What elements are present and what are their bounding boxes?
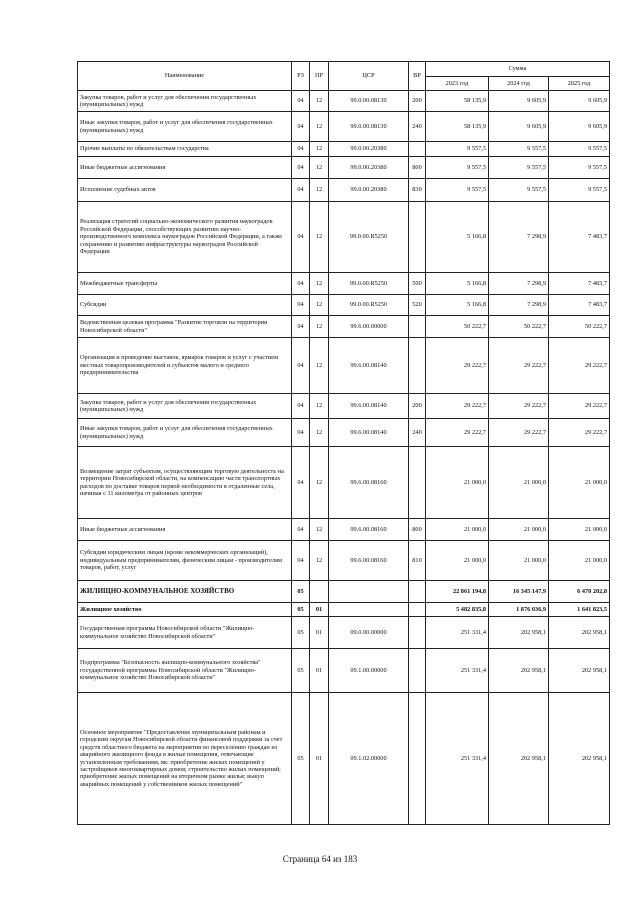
row-2023: 29 222,7	[426, 338, 489, 394]
table-row	[78, 316, 610, 338]
row-rz: 04	[292, 142, 310, 157]
row-name: Закупка товаров, работ и услуг для обеспечения государственных (муниципальных) нужд	[78, 394, 292, 419]
row-csr: 99.6.00.08160	[329, 447, 409, 519]
row-pr: 01	[310, 649, 329, 693]
row-2023: 5 166,8	[426, 295, 489, 316]
table-row	[78, 295, 610, 316]
col-header-csr: ЦСР	[329, 62, 409, 91]
row-2023: 9 557,5	[426, 157, 489, 179]
col-header-sum: Сумма	[426, 62, 610, 77]
row-2024: 9 605,9	[489, 91, 549, 112]
row-pr: 12	[310, 419, 329, 447]
row-name: Иные закупки товаров, работ и услуг для обеспечения государственных (муниципальных) нужд	[78, 419, 292, 447]
col-header-2023: 2023 год	[426, 77, 489, 91]
row-rz: 05	[292, 617, 310, 649]
row-2023: 5 166,8	[426, 273, 489, 295]
row-csr	[329, 581, 409, 603]
row-rz: 05	[292, 581, 310, 603]
row-2025: 29 222,7	[549, 338, 610, 394]
row-2025: 6 470 202,8	[549, 581, 610, 603]
row-csr: 99.6.00.08140	[329, 338, 409, 394]
row-2023: 22 861 194,8	[426, 581, 489, 603]
row-rz: 04	[292, 202, 310, 273]
col-header-2024: 2024 год	[489, 77, 549, 91]
row-2025: 202 958,1	[549, 617, 610, 649]
row-2024: 202 958,1	[489, 649, 549, 693]
row-rz: 04	[292, 541, 310, 581]
row-name: Организация и проведение выставок, ярмарок товаров и услуг с участием местных товаропроизводителей и субъектов малого и среднего предпринимательства	[78, 338, 292, 394]
table-row	[78, 142, 610, 157]
row-2023: 251 331,4	[426, 649, 489, 693]
row-2025: 9 557,5	[549, 157, 610, 179]
row-csr: 99.6.00.08140	[329, 394, 409, 419]
row-name: Возмещение затрат субъектам, осуществляющим торговую деятельность на территории Новосибирской области, на компенсацию части транспортных расходов по доставке товаров первой необходимости в отдаленные села, начиная с 11 километра от районных центров	[78, 447, 292, 519]
row-csr: 99.0.00.08130	[329, 112, 409, 142]
row-2024: 7 298,9	[489, 202, 549, 273]
col-header-name: Наименование	[78, 62, 292, 91]
row-pr: 01	[310, 693, 329, 825]
row-vr: 520	[409, 295, 426, 316]
row-2023: 29 222,7	[426, 419, 489, 447]
row-rz: 04	[292, 179, 310, 202]
row-vr: 200	[409, 91, 426, 112]
row-csr: 09.1.02.00000	[329, 693, 409, 825]
row-2023: 58 135,9	[426, 112, 489, 142]
row-2023: 50 222,7	[426, 316, 489, 338]
row-2024: 29 222,7	[489, 338, 549, 394]
row-csr: 99.6.00.08140	[329, 419, 409, 447]
row-vr	[409, 316, 426, 338]
row-pr: 12	[310, 112, 329, 142]
row-2023: 21 000,0	[426, 519, 489, 541]
row-pr: 01	[310, 603, 329, 617]
section-row	[78, 581, 610, 603]
row-csr: 99.0.00.08130	[329, 91, 409, 112]
row-2024: 9 557,5	[489, 179, 549, 202]
row-2024: 7 298,9	[489, 295, 549, 316]
table-row	[78, 112, 610, 142]
subsection-row	[78, 603, 610, 617]
row-2025: 7 483,7	[549, 273, 610, 295]
row-2025: 29 222,7	[549, 419, 610, 447]
row-2025: 9 557,5	[549, 142, 610, 157]
row-name: Закупка товаров, работ и услуг для обеспечения государственных (муниципальных) нужд	[78, 91, 292, 112]
row-2025: 1 641 823,5	[549, 603, 610, 617]
col-header-rz: РЗ	[292, 62, 310, 91]
row-pr: 12	[310, 142, 329, 157]
row-vr: 830	[409, 179, 426, 202]
row-name: ЖИЛИЩНО-КОММУНАЛЬНОЕ ХОЗЯЙСТВО	[78, 581, 292, 603]
row-2024: 9 557,5	[489, 142, 549, 157]
row-pr: 12	[310, 394, 329, 419]
row-name: Субсидии юридическим лицам (кроме некоммерческих организаций), индивидуальным предпринимателям, физическим лицам - производителям товаров, работ, услуг	[78, 541, 292, 581]
row-rz: 04	[292, 519, 310, 541]
row-name: Иные бюджетные ассигнования	[78, 157, 292, 179]
row-2025: 9 605,9	[549, 91, 610, 112]
row-2024: 21 000,0	[489, 519, 549, 541]
row-vr	[409, 447, 426, 519]
col-header-2025: 2025 год	[549, 77, 610, 91]
row-2023: 29 222,7	[426, 394, 489, 419]
row-rz: 05	[292, 649, 310, 693]
row-vr	[409, 338, 426, 394]
row-2024: 50 222,7	[489, 316, 549, 338]
row-2024: 29 222,7	[489, 394, 549, 419]
table-row	[78, 693, 610, 825]
row-vr: 500	[409, 273, 426, 295]
table-row	[78, 202, 610, 273]
row-2023: 21 000,0	[426, 541, 489, 581]
row-pr: 12	[310, 295, 329, 316]
row-csr: 99.0.00.R5250	[329, 295, 409, 316]
row-2023: 9 557,5	[426, 142, 489, 157]
row-name: Иные закупки товаров, работ и услуг для обеспечения государственных (муниципальных) нужд	[78, 112, 292, 142]
page-number: Страница 64 из 183	[282, 854, 358, 864]
row-vr	[409, 581, 426, 603]
row-2025: 9 557,5	[549, 179, 610, 202]
row-csr: 09.0.00.00000	[329, 617, 409, 649]
row-2024: 21 000,0	[489, 447, 549, 519]
row-pr: 12	[310, 202, 329, 273]
row-vr: 200	[409, 394, 426, 419]
row-name: Основное мероприятие "Предоставление муниципальным районам и городским округам Новосибирской области финансовой поддержки за счет средств областного бюджета на мероприятия по переселению граждан из аварийного жилищного фонда в жилые помещения, отвечающие установленным требованиям, вк: приобретение жилых помещений у застройщиков многоквартирных домов; строительство жилых помещений; приобретение жилых помещений на вторичном рынке жилья; выкуп аварийных помещений у собственников жилых помещений"	[78, 693, 292, 825]
row-vr: 810	[409, 541, 426, 581]
table-row	[78, 419, 610, 447]
row-vr	[409, 649, 426, 693]
col-header-pr: ПР	[310, 62, 329, 91]
row-2024: 9 605,9	[489, 112, 549, 142]
row-rz: 05	[292, 693, 310, 825]
row-vr	[409, 603, 426, 617]
row-pr: 12	[310, 157, 329, 179]
table-row	[78, 338, 610, 394]
row-2023: 5 166,8	[426, 202, 489, 273]
row-2024: 202 958,1	[489, 617, 549, 649]
row-2025: 202 958,1	[549, 693, 610, 825]
row-name: Ведомственная целевая программа "Развитие торговли на территории Новосибирской области"	[78, 316, 292, 338]
row-rz: 04	[292, 273, 310, 295]
row-rz: 04	[292, 295, 310, 316]
row-pr	[310, 581, 329, 603]
table-row	[78, 91, 610, 112]
row-2024: 29 222,7	[489, 419, 549, 447]
row-pr: 12	[310, 541, 329, 581]
row-pr: 01	[310, 617, 329, 649]
table-row	[78, 273, 610, 295]
row-csr: 99.6.00.08160	[329, 541, 409, 581]
row-csr	[329, 603, 409, 617]
row-2025: 21 000,0	[549, 541, 610, 581]
row-2025: 7 483,7	[549, 295, 610, 316]
table-row	[78, 541, 610, 581]
row-csr: 99.0.00.20380	[329, 157, 409, 179]
budget-table-container	[77, 61, 609, 825]
row-pr: 12	[310, 91, 329, 112]
row-2024: 1 876 036,9	[489, 603, 549, 617]
row-2023: 21 000,0	[426, 447, 489, 519]
row-csr: 99.0.00.R5250	[329, 202, 409, 273]
row-name: Иные бюджетные ассигнования	[78, 519, 292, 541]
row-2023: 5 482 835,8	[426, 603, 489, 617]
row-pr: 12	[310, 179, 329, 202]
row-pr: 12	[310, 519, 329, 541]
row-rz: 04	[292, 394, 310, 419]
row-rz: 04	[292, 447, 310, 519]
row-2023: 9 557,5	[426, 179, 489, 202]
row-2023: 251 331,4	[426, 617, 489, 649]
row-2024: 7 298,9	[489, 273, 549, 295]
budget-table	[77, 61, 610, 825]
row-2024: 9 557,5	[489, 157, 549, 179]
row-name: Субсидии	[78, 295, 292, 316]
row-name: Подпрограмма "Безопасность жилищно-коммунального хозяйства" государственной программы Новосибирской области "Жилищно-коммунальное хозяйство Новосибирской области"	[78, 649, 292, 693]
row-rz: 04	[292, 419, 310, 447]
row-name: Государственная программа Новосибирской области "Жилищно-коммунальное хозяйство Новосибирской области"	[78, 617, 292, 649]
row-pr: 12	[310, 273, 329, 295]
table-row	[78, 617, 610, 649]
row-2025: 21 000,0	[549, 519, 610, 541]
row-csr: 99.0.00.20380	[329, 142, 409, 157]
row-name: Межбюджетные трансферты	[78, 273, 292, 295]
table-row	[78, 157, 610, 179]
row-pr: 12	[310, 316, 329, 338]
row-vr: 240	[409, 112, 426, 142]
row-2024: 21 000,0	[489, 541, 549, 581]
row-name: Реализация стратегий социально-экономического развития наукоградов Российской Федерации, способствующих развитию научно-производственного комплекса наукоградов Российской Федерации, а также сохранению и развитию инфраструктуры наукоградов Российской Федерации	[78, 202, 292, 273]
row-vr	[409, 202, 426, 273]
row-2025: 7 483,7	[549, 202, 610, 273]
row-csr: 99.0.00.R5250	[329, 273, 409, 295]
row-2025: 29 222,7	[549, 394, 610, 419]
row-rz: 04	[292, 316, 310, 338]
row-vr	[409, 617, 426, 649]
row-name: Исполнение судебных актов	[78, 179, 292, 202]
row-2025: 9 605,9	[549, 112, 610, 142]
row-csr: 09.1.00.00000	[329, 649, 409, 693]
row-csr: 99.6.00.08160	[329, 519, 409, 541]
row-rz: 04	[292, 91, 310, 112]
row-rz: 04	[292, 338, 310, 394]
row-name: Жилищное хозяйство	[78, 603, 292, 617]
table-row	[78, 179, 610, 202]
row-2023: 58 135,9	[426, 91, 489, 112]
row-2024: 202 958,1	[489, 693, 549, 825]
row-2025: 202 958,1	[549, 649, 610, 693]
row-2025: 50 222,7	[549, 316, 610, 338]
row-rz: 04	[292, 112, 310, 142]
table-row	[78, 649, 610, 693]
row-vr	[409, 142, 426, 157]
row-rz: 04	[292, 157, 310, 179]
table-row	[78, 394, 610, 419]
table-row	[78, 519, 610, 541]
row-csr: 99.0.00.20380	[329, 179, 409, 202]
row-pr: 12	[310, 338, 329, 394]
row-rz: 05	[292, 603, 310, 617]
row-vr: 800	[409, 157, 426, 179]
row-pr: 12	[310, 447, 329, 519]
col-header-vr: ВР	[409, 62, 426, 91]
row-name: Прочие выплаты по обязательствам государства	[78, 142, 292, 157]
row-2024: 16 345 147,9	[489, 581, 549, 603]
table-row	[78, 447, 610, 519]
row-vr: 800	[409, 519, 426, 541]
row-csr: 99.6.00.00000	[329, 316, 409, 338]
row-vr	[409, 693, 426, 825]
row-2023: 251 331,4	[426, 693, 489, 825]
row-vr: 240	[409, 419, 426, 447]
row-2025: 21 000,0	[549, 447, 610, 519]
